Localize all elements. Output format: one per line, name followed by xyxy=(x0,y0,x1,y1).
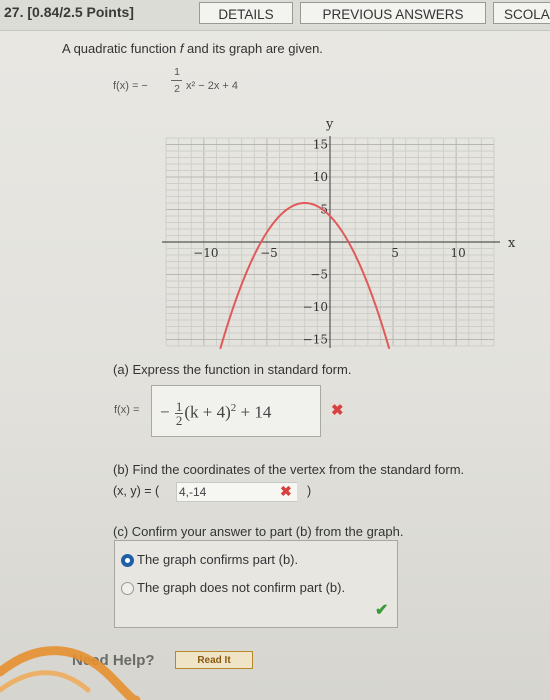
radio-option-confirms[interactable] xyxy=(121,554,134,567)
y-tick-label: −5 xyxy=(310,267,328,282)
y-tick-label: −15 xyxy=(302,332,328,347)
option-confirms-label[interactable]: The graph confirms part (b). xyxy=(137,552,299,567)
vertex-input[interactable]: 4,-14 xyxy=(176,482,297,502)
previous-answers-button[interactable]: PREVIOUS ANSWERS xyxy=(300,2,486,24)
part-c-correct-icon: ✔ xyxy=(375,602,389,619)
y-tick-label: 5 xyxy=(320,202,328,217)
part-b-incorrect-icon: ✖ xyxy=(280,483,292,499)
graph-axes xyxy=(162,136,500,348)
question-header xyxy=(0,0,550,31)
function-frac-den: 2 xyxy=(174,83,180,95)
y-tick-label: 15 xyxy=(312,137,328,152)
part-b-prompt: (b) Find the coordinates of the vertex from the standard form. xyxy=(113,462,465,477)
x-tick-label: 10 xyxy=(450,246,466,260)
function-frac-num: 1 xyxy=(174,66,180,78)
part-b-rhs: ) xyxy=(307,484,312,498)
x-axis-label: x xyxy=(508,236,516,251)
x-tick-label: −10 xyxy=(193,246,219,260)
y-tick-label: −10 xyxy=(302,300,328,314)
read-it-button[interactable]: Read It xyxy=(175,651,253,669)
x-tick-label: −5 xyxy=(260,246,278,260)
problem-intro: A quadratic function f and its graph are given. xyxy=(62,41,323,56)
need-help-label: Need Help? xyxy=(72,652,155,669)
details-button[interactable]: DETAILS xyxy=(199,2,293,24)
radio-option-not-confirm[interactable] xyxy=(121,582,134,595)
part-a-incorrect-icon: ✖ xyxy=(331,402,344,419)
scola-button[interactable]: SCOLA xyxy=(493,2,550,24)
part-a-lhs: f(x) = xyxy=(114,404,140,416)
part-b-lhs: (x, y) = ( xyxy=(113,484,160,498)
x-tick-label: 5 xyxy=(391,246,399,260)
function-frac-bar xyxy=(171,80,182,81)
question-title: 27. [0.84/2.5 Points] xyxy=(4,4,134,20)
part-a-answer-value: − $\frac{1}{2}$ $(k + 4)^2 + 14$ xyxy=(160,399,272,428)
function-graph xyxy=(158,116,528,352)
y-axis-label: y xyxy=(326,117,334,132)
part-a-prompt: (a) Express the function in standard form. xyxy=(113,362,352,377)
part-c-prompt: (c) Confirm your answer to part (b) from the graph. xyxy=(113,524,404,539)
function-lhs: f(x) = − xyxy=(113,80,148,92)
function-rhs: x² − 2x + 4 xyxy=(186,80,238,92)
option-not-confirm-label[interactable]: The graph does not confirm part (b). xyxy=(137,580,346,595)
y-tick-label: 10 xyxy=(312,170,328,184)
